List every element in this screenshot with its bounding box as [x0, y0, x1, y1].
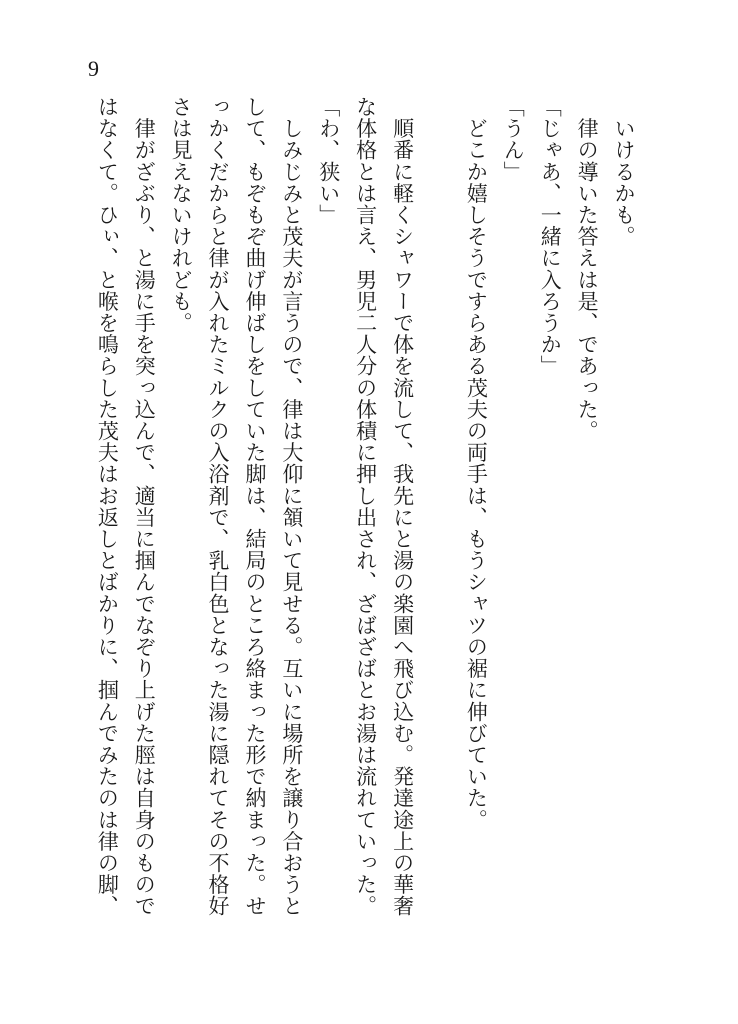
body-text	[70, 96, 642, 976]
text-line: はなくて。ひぃ、と喉を鳴らした茂夫はお返しとばかりに、掴んでみたのは律の脚、	[95, 96, 120, 917]
text-line: しみじみと茂夫が言うので、律は大仰に頷いて見せる。互いに場所を譲り合おうと	[279, 96, 304, 917]
text-line: どこか嬉しそうですらある茂夫の両手は、もうシャツの裾に伸びていた。	[464, 96, 489, 831]
text-line: 「わ、狭い」	[316, 96, 341, 226]
page-number: 9	[88, 56, 99, 81]
text-line: 律の導いた答えは是、であった。	[575, 96, 600, 442]
text-line: 順番に軽くシャワーで体を流して、我先にと湯の楽園へ飛び込む。発達途上の華奢	[390, 96, 415, 917]
text-line: 「じゃあ、一緒に入ろうか」	[538, 96, 563, 377]
text-line: 「うん」	[501, 96, 526, 183]
blank-line	[421, 96, 458, 976]
text-line: な体格とは言え、男児二人分の体積に押し出され、ざばざばとお湯は流れていった。	[353, 96, 378, 917]
text-line: して、もぞもぞ曲げ伸ばしをしていた脚は、結局のところ絡まった形で納まった。せ	[242, 96, 267, 917]
text-line: 律がざぶり、と湯に手を突っ込んで、適当に掴んでなぞり上げた脛は自身のもので	[132, 96, 157, 917]
text-line: っかくだからと律が入れたミルクの入浴剤で、乳白色となった湯に隠れてその不格好	[206, 96, 231, 917]
text-line: さは見えないけれども。	[169, 96, 194, 334]
text-line: いけるかも。	[612, 96, 636, 248]
